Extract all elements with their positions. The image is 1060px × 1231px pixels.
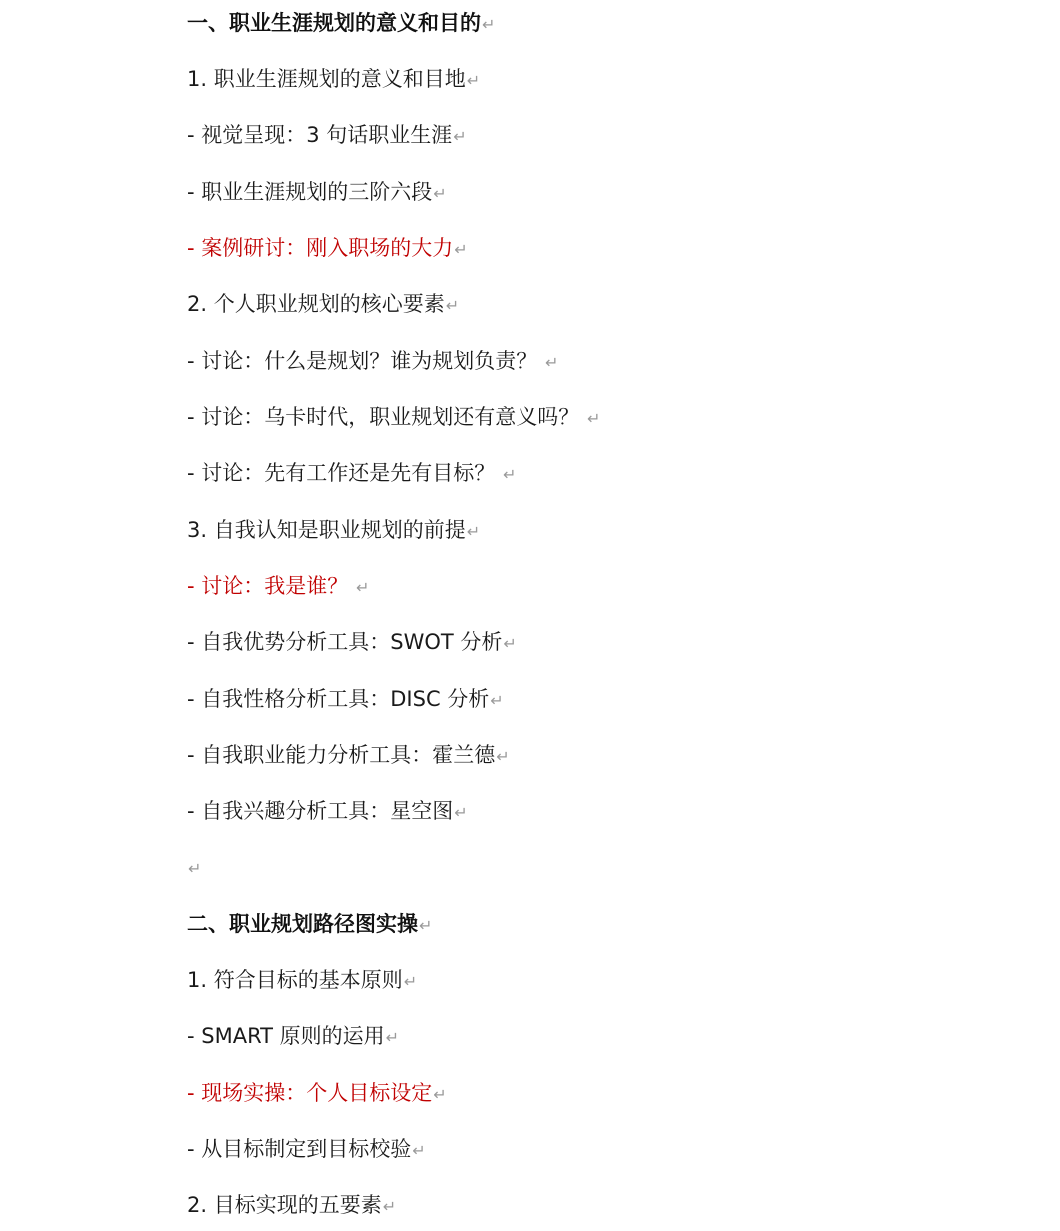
paragraph-mark-icon: ↵ [385,1028,400,1047]
outline-subitem-highlight: - 现场实操：个人目标设定↵ [187,1081,447,1105]
paragraph-mark-icon: ↵ [433,184,447,203]
paragraph-mark-icon: ↵ [502,465,517,484]
outline-item: 1. 符合目标的基本原则↵ [187,968,418,992]
paragraph-mark-icon: ↵ [412,1141,426,1160]
outline-item: 2. 目标实现的五要素↵ [187,1193,397,1217]
paragraph-mark-icon: ↵ [445,296,460,315]
outline-item: 3. 自我认知是职业规划的前提↵ [187,518,481,542]
paragraph-mark-icon: ↵ [466,522,481,541]
paragraph-mark-icon: ↵ [586,409,601,428]
empty-paragraph [187,852,201,884]
paragraph-mark-icon: ↵ [544,353,559,372]
outline-subitem: - 自我性格分析工具：DISC 分析↵ [187,687,504,711]
paragraph-mark-icon: ↵ [355,578,370,597]
outline-subitem: - 讨论：先有工作还是先有目标？ ↵ [187,461,517,485]
paragraph-mark-icon: ↵ [503,634,517,653]
paragraph-mark-icon: ↵ [482,15,496,34]
outline-item: 1. 职业生涯规划的意义和目地↵ [187,67,481,91]
outline-subitem: - SMART 原则的运用↵ [187,1024,400,1048]
paragraph-mark-icon: ↵ [453,127,467,146]
outline-subitem: - 视觉呈现：3 句话职业生涯↵ [187,123,467,147]
outline-subitem: - 自我职业能力分析工具：霍兰德↵ [187,743,510,767]
outline-subitem: - 自我兴趣分析工具：星空图↵ [187,799,468,823]
paragraph-mark-icon: ↵ [454,803,468,822]
section-heading-1: 一、职业生涯规划的意义和目的↵ [187,11,496,35]
outline-subitem: - 从目标制定到目标校验↵ [187,1137,426,1161]
paragraph-mark-icon: ↵ [466,71,481,90]
paragraph-mark-icon: ↵ [382,1197,397,1216]
outline-subitem: - 自我优势分析工具：SWOT 分析↵ [187,630,517,654]
outline-subitem-highlight: - 讨论：我是谁？ ↵ [187,574,370,598]
outline-subitem: - 职业生涯规划的三阶六段↵ [187,180,447,204]
paragraph-mark-icon: ↵ [419,916,433,935]
paragraph-mark-icon: ↵ [454,240,468,259]
outline-subitem: - 讨论：什么是规划？谁为规划负责？ ↵ [187,349,559,373]
paragraph-mark-icon: ↵ [433,1085,447,1104]
paragraph-mark-icon: ↵ [188,859,202,878]
outline-item: 2. 个人职业规划的核心要素↵ [187,292,460,316]
paragraph-mark-icon: ↵ [496,747,510,766]
outline-subitem-highlight: - 案例研讨：刚入职场的大力↵ [187,236,468,260]
outline-subitem: - 讨论：乌卡时代，职业规划还有意义吗？ ↵ [187,405,601,429]
paragraph-mark-icon: ↵ [403,972,418,991]
section-heading-2: 二、职业规划路径图实操↵ [187,912,433,936]
paragraph-mark-icon: ↵ [490,691,504,710]
